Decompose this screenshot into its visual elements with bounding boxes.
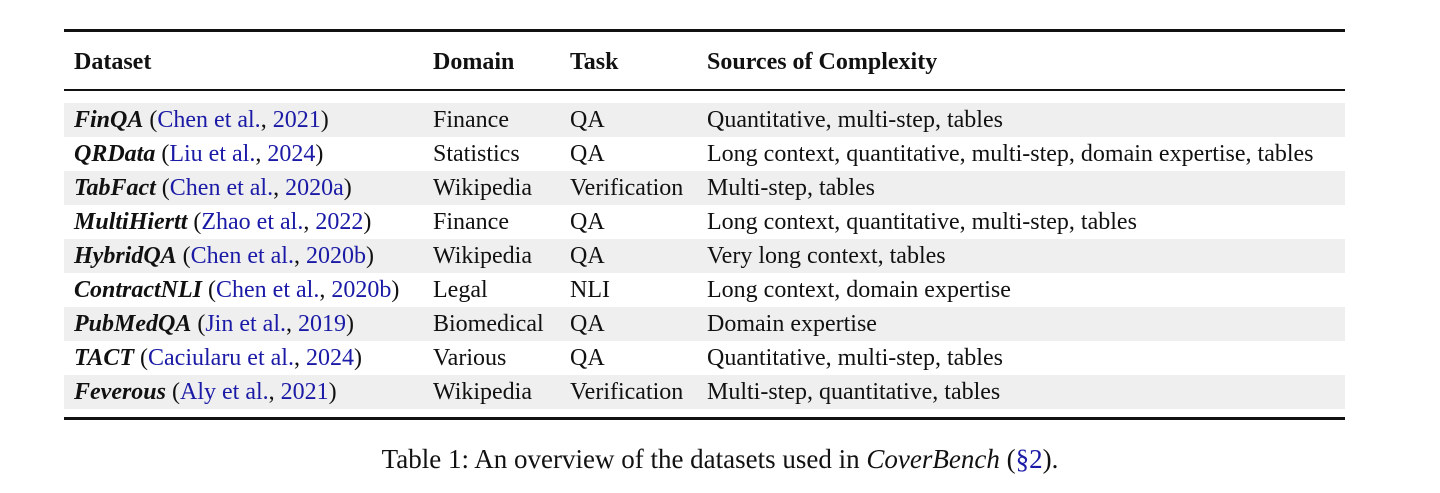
citation-open: (	[155, 141, 170, 167]
table-row	[64, 171, 1345, 205]
header-complexity: Sources of Complexity	[697, 31, 1345, 91]
citation-authors-link[interactable]: Chen et al.	[190, 243, 294, 269]
citation-separator: ,	[293, 243, 306, 269]
table-caption	[0, 441, 1440, 477]
citation-year-link[interactable]: 2024	[267, 141, 316, 167]
table-row	[64, 273, 1345, 307]
caption-benchmark-name: CoverBench	[866, 444, 1000, 474]
cell-task: QA	[570, 209, 605, 235]
citation-year-link[interactable]: 2021	[280, 379, 329, 405]
cell-dataset	[64, 103, 423, 137]
dataset-name: MultiHiertt	[74, 209, 188, 235]
citation-open: (	[143, 107, 158, 133]
cell-domain: Statistics	[433, 141, 520, 167]
cell-dataset	[64, 375, 423, 409]
caption-prefix: Table 1: An overview of the datasets used in	[381, 444, 867, 474]
header-task: Task	[560, 31, 697, 91]
footer-spacer	[64, 409, 1345, 419]
citation-authors-link[interactable]: Caciularu et al.	[148, 345, 294, 371]
caption-paren-open: (	[999, 444, 1016, 474]
citation-separator: ,	[268, 379, 281, 405]
citation-open: (	[187, 209, 202, 235]
cell-domain: Wikipedia	[423, 375, 560, 409]
cell-complexity: Multi-step, tables	[697, 171, 1345, 205]
dataset-name: HybridQA	[74, 243, 177, 269]
citation-separator: ,	[293, 345, 306, 371]
header-domain: Domain	[423, 31, 560, 91]
cell-domain: Legal	[433, 277, 488, 303]
cell-task: QA	[570, 141, 605, 167]
header-dataset: Dataset	[64, 31, 423, 91]
citation-open: (	[176, 243, 191, 269]
dataset-name: QRData	[74, 141, 156, 167]
cell-domain: Wikipedia	[423, 239, 560, 273]
table-body	[64, 103, 1345, 409]
citation-open: (	[166, 379, 180, 405]
citation-close: )	[391, 277, 400, 303]
cell-complexity: Quantitative, multi-step, tables	[707, 345, 1003, 371]
cell-dataset	[64, 171, 423, 205]
citation-authors-link[interactable]: Liu et al.	[169, 141, 256, 167]
citation-year-link[interactable]: 2020b	[331, 277, 392, 303]
dataset-overview-table	[64, 29, 1345, 420]
citation-year-link[interactable]: 2020a	[285, 175, 344, 201]
citation-authors-link[interactable]: Aly et al.	[180, 379, 269, 405]
cell-domain: Wikipedia	[423, 171, 560, 205]
caption-suffix: ).	[1042, 444, 1059, 474]
citation-close: )	[343, 175, 352, 201]
cell-dataset	[64, 307, 423, 341]
dataset-name: Feverous	[74, 379, 166, 405]
citation-authors-link[interactable]: Chen et al.	[157, 107, 261, 133]
cell-domain: Biomedical	[423, 307, 560, 341]
citation-authors-link[interactable]: Chen et al.	[216, 277, 320, 303]
table-row	[64, 307, 1345, 341]
citation-open: (	[202, 277, 217, 303]
cell-dataset	[64, 205, 423, 239]
dataset-overview-table-container	[64, 29, 1345, 420]
citation-year-link[interactable]: 2022	[315, 209, 364, 235]
cell-complexity: Multi-step, quantitative, tables	[697, 375, 1345, 409]
citation-close: )	[315, 141, 324, 167]
cell-dataset	[64, 273, 423, 307]
cell-domain: Finance	[433, 209, 509, 235]
cell-complexity: Quantitative, multi-step, tables	[697, 103, 1345, 137]
cell-complexity: Very long context, tables	[697, 239, 1345, 273]
citation-separator: ,	[319, 277, 332, 303]
citation-separator: ,	[303, 209, 316, 235]
citation-year-link[interactable]: 2020b	[305, 243, 366, 269]
citation-separator: ,	[273, 175, 286, 201]
citation-close: )	[353, 345, 362, 371]
citation-close: )	[320, 107, 329, 133]
cell-domain: Finance	[423, 103, 560, 137]
citation-authors-link[interactable]: Chen et al.	[169, 175, 274, 201]
cell-complexity: Long context, quantitative, multi-step, domain expertise, tables	[707, 141, 1314, 167]
dataset-name: TabFact	[74, 175, 156, 201]
dataset-name: FinQA	[74, 107, 144, 133]
dataset-name: TACT	[74, 345, 135, 371]
citation-close: )	[363, 209, 372, 235]
citation-close: )	[328, 379, 337, 405]
citation-open: (	[134, 345, 149, 371]
citation-year-link[interactable]: 2021	[272, 107, 321, 133]
cell-task: QA	[560, 307, 697, 341]
cell-task: Verification	[560, 171, 697, 205]
cell-dataset	[64, 137, 423, 171]
citation-separator: ,	[255, 141, 268, 167]
citation-close: )	[365, 243, 374, 269]
cell-complexity: Long context, domain expertise	[707, 277, 1011, 303]
cell-dataset	[64, 341, 423, 375]
cell-complexity: Long context, quantitative, multi-step, tables	[707, 209, 1137, 235]
table-row	[64, 341, 1345, 375]
dataset-name: PubMedQA	[74, 311, 192, 337]
cell-task: QA	[570, 345, 605, 371]
citation-close: )	[346, 311, 354, 337]
cell-task: QA	[560, 239, 697, 273]
table-row	[64, 137, 1345, 171]
citation-authors-link[interactable]: Zhao et al.	[201, 209, 304, 235]
table-row	[64, 205, 1345, 239]
citation-separator: ,	[260, 107, 273, 133]
header-spacer	[64, 90, 1345, 103]
citation-open: (	[155, 175, 170, 201]
table-header-row	[64, 31, 1345, 91]
cell-task: Verification	[560, 375, 697, 409]
cell-domain: Various	[433, 345, 507, 371]
citation-year-link[interactable]: 2019	[298, 311, 346, 337]
citation-year-link[interactable]: 2024	[305, 345, 354, 371]
cell-complexity: Domain expertise	[697, 307, 1345, 341]
table-row	[64, 239, 1345, 273]
table-row	[64, 375, 1345, 409]
caption-section-link[interactable]: §2	[1015, 444, 1043, 474]
table-row	[64, 103, 1345, 137]
dataset-name: ContractNLI	[74, 277, 203, 303]
cell-dataset	[64, 239, 423, 273]
citation-authors-link[interactable]: Jin et al.	[205, 311, 286, 337]
cell-task: QA	[560, 103, 697, 137]
citation-open: (	[191, 311, 206, 337]
citation-separator: ,	[286, 311, 298, 337]
cell-task: NLI	[570, 277, 610, 303]
